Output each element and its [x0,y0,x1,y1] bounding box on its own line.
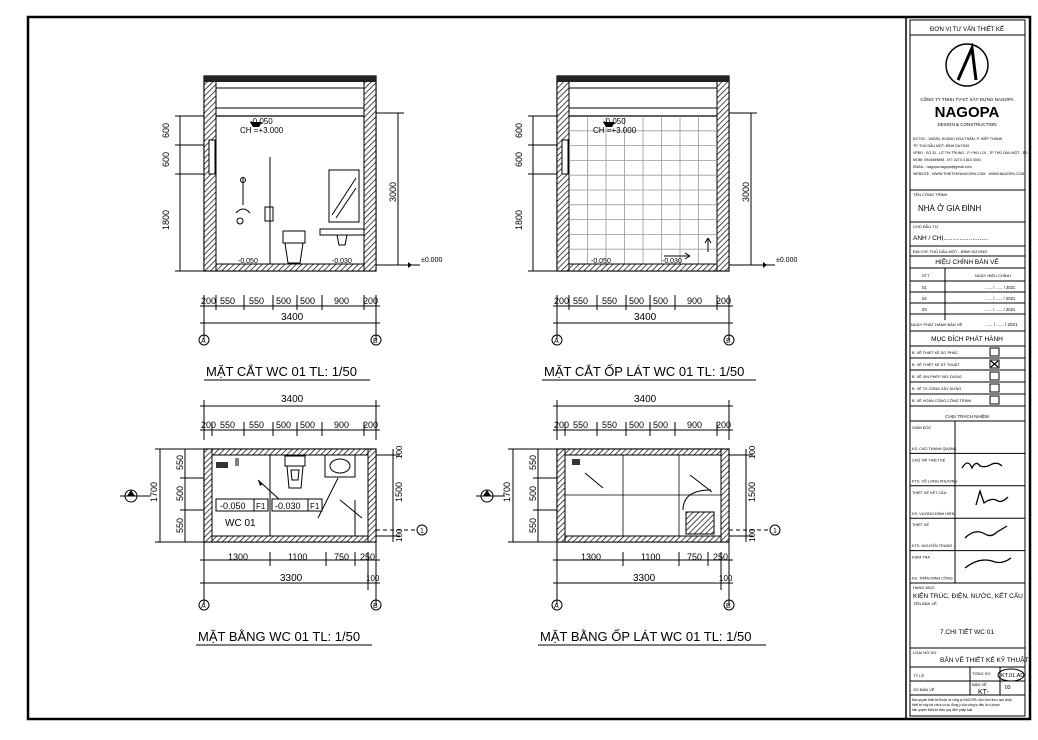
purpose-label: B. VẼ THIẾT KẾ KỸ THUẬT [912,363,960,367]
level-zero: ±0.000 [776,257,798,264]
shower-valve-icon [237,218,243,224]
dim-top-7: 200 [363,420,379,430]
wall-bottom [557,536,729,542]
dim-bottom-4: 500 [629,296,645,306]
dim-total-bottom: 3300 [633,573,656,584]
dim-total-bottom: 3300 [280,573,303,584]
purpose-label: B. VẼ THIẾT KẾ SƠ PHÁC [912,351,959,355]
grid-label-1: 1 [773,528,777,535]
dim-bottom-3: 750 [334,552,350,562]
address-line: WEBSITE : WWW.THIETKENHAGOPA.COM - WWW.NAGOPA.COM [913,172,1025,176]
dim-total-top: 3400 [281,394,304,405]
ceiling-height: CH =+3.000 [593,126,637,135]
dim-vertical-3: 1800 [514,209,524,230]
project-name: NHÀ Ở GIA ĐÌNH [918,204,982,213]
section-tiling-view [514,76,797,380]
sheet-code: KT- [978,689,989,696]
signature-icon [965,526,1007,538]
view-title: MẶT BẰNG WC 01 TL: 1/50 [198,629,361,644]
project-label: TÊN CÔNG TRÌNH [913,192,948,197]
toilet-seat-icon [291,470,299,480]
towel-bar-icon [265,207,273,221]
grid-label-b: B [726,338,731,345]
purpose-label: B. VẼ TK CÔNG XÂY DỰNG [912,387,962,391]
dim-left-1: 550 [175,454,185,470]
dim-total: 3400 [634,312,657,323]
level-marker-icon [408,262,412,268]
role-name: KTS. VÕ LONG PHƯƠNG [912,479,958,484]
code-right: F1 [310,502,320,511]
wall-tile-grid [569,116,717,264]
wall-right [717,76,729,271]
mirror-reflection [332,178,356,215]
dim-bottom-1: 200 [201,296,217,306]
dim-bottom-6: 900 [687,296,703,306]
title-block [910,20,1029,716]
address-line: TP. THỦ DẦU MỘT, BÌNH DƯƠNG [913,144,970,148]
purpose-checkbox [990,396,999,404]
purpose-label: B. VẼ HOÀN CÔNG CÔNG TRÌNH [912,399,972,403]
category-label: HẠNG MỤC [913,585,935,590]
role-label: GIÁM ĐỐC [912,426,932,430]
dim-vertical-1: 600 [514,122,524,138]
dim-vertical-2: 600 [161,151,171,167]
copyright-note [912,698,1012,712]
level-marker-icon [763,262,767,268]
purpose-checkbox [990,372,999,380]
revision-col-date: NGÀY HIỆU CHỈNH [975,273,1011,278]
dim-bottom-2: 1100 [288,552,308,562]
role-name: KS. CAO THANH QUANG [912,447,957,451]
doc-type: BẢN VẼ THIẾT KẾ KỸ THUẬT [940,657,1029,664]
toilet-tank-icon [285,456,305,466]
dim-right-3: 100 [748,528,757,542]
toilet-tank-icon [283,231,305,243]
revision-date: ...... / ...... / 2021 [985,307,1016,312]
slope-arrow-icon [690,475,712,492]
grid-label-b: B [726,603,731,610]
grid-label-b: B [373,338,378,345]
dim-top-1: 200 [201,420,217,430]
roof-slab [204,76,376,82]
grid-label-a: A [554,338,559,345]
wall-right [721,449,729,542]
toilet-bowl-icon [285,243,303,263]
vanity-counter-icon [320,229,364,235]
wall-left [557,449,565,542]
wall-top [204,449,376,455]
signature-icon [976,491,1008,505]
dim-bottom-3: 750 [687,552,703,562]
dim-right-3: 100 [395,528,404,542]
wall-left [204,449,212,542]
dim-top-6: 900 [687,420,703,430]
grid-label-a: A [201,338,206,345]
dim-right-2: 1500 [394,481,404,502]
sink-trap-icon [337,235,347,245]
owner-label: CHỦ ĐẦU TƯ [913,224,939,229]
revision-no: 01 [922,285,927,290]
signature-icon [965,558,1011,568]
dim-bottom-1: 200 [554,296,570,306]
doc-type-label: LOẠI HỒ SƠ [913,650,937,655]
purpose-checkbox [990,384,999,392]
dim-top-5: 500 [653,420,669,430]
code-left: F1 [256,502,266,511]
dim-left-3: 550 [528,517,538,533]
dim-top-2: 550 [220,420,236,430]
view-title: MẶT CẮT ỐP LÁT WC 01 TL: 1/50 [544,364,745,379]
address-line: EMAIL : nagopa.nagopa@gmail.com [913,165,972,169]
shower-mixer-icon [236,209,250,213]
dim-left-2: 500 [175,485,185,501]
issue-date-label: NGÀY PHÁT HÀNH BẢN VẼ [911,322,963,327]
shower-icon [216,462,228,468]
responsible-list [910,425,1025,583]
dim-vertical-2: 600 [514,151,524,167]
dim-top-2: 550 [573,420,589,430]
outer-border [28,17,1030,719]
wall-right [368,449,376,542]
grid-label-1: 1 [420,528,424,535]
dim-left-2: 500 [528,485,538,501]
door-swing-icon [318,478,338,518]
dim-bottom-2: 550 [573,296,589,306]
roof-slab [557,76,729,82]
dim-top-4: 500 [276,420,292,430]
dim-bottom-1: 1300 [581,552,602,562]
role-name: KS. TRẦN MINH CÔNG [912,576,953,581]
level-floor-right: -0.030 [662,258,682,265]
grid-label-a: A [554,603,559,610]
shower-tray-icon [686,512,714,534]
company-tagline: DESIGN & CONSTRUCTION [937,122,997,127]
dim-left-1: 550 [528,454,538,470]
purpose-checkbox [990,348,999,356]
sheet-no-label: SỐ BẢN VẼ [913,687,935,692]
dim-height: 3000 [741,181,751,202]
wall-right [364,76,376,271]
floor-slab [216,264,364,271]
purpose-title: MỤC ĐÍCH PHÁT HÀNH [931,336,1003,343]
dim-bottom-extra: 100 [366,574,380,583]
drain-icon [572,459,580,465]
scale-label: TỶ LỆ [913,673,925,678]
role-name: KS. VƯƠNG ĐÌNH HIỀN [912,511,955,516]
dim-bottom-1: 1300 [228,552,249,562]
footnote-line: thiết kế này khi chưa có sự đồng ý của công ty đều là vi phạm [912,703,1000,707]
slope-arrow-icon [340,500,362,518]
level-left: -0.050 [220,501,246,511]
dim-left-3: 550 [175,517,185,533]
role-label: CHỦ TRÌ THIẾT KẾ [912,458,946,463]
purpose-list [910,348,1025,406]
door-swing-icon [683,490,711,510]
dim-bottom-2: 1100 [641,552,661,562]
shower-valve-icon [236,458,238,466]
sheet-count: 03 [1005,685,1011,691]
revision-date: ...... / ...... / 2021 [985,285,1016,290]
revision-no: 02 [922,296,927,301]
slope-arrow-icon [705,238,711,252]
total-label: TỔNG SỐ [972,671,991,676]
dim-right-2: 1500 [747,481,757,502]
dim-top-6: 900 [334,420,350,430]
wall-top [557,449,729,455]
revision-title: HIỆU CHỈNH BẢN VẼ [935,259,999,266]
company-address [913,136,1028,176]
dim-bottom-6: 900 [334,296,350,306]
dim-height: 3000 [388,181,398,202]
room-name: WC 01 [225,518,256,529]
drawing-name-label: TÊN BẢN VẼ [913,601,937,606]
dim-bottom-5: 500 [653,296,669,306]
level-zero: ±0.000 [421,257,443,264]
window-icon [562,140,568,174]
address-line: MOBI: 0944989898 - ĐT: 0274 3 815 0000 [913,158,981,162]
address-line: VPĐD : SỐ 32 - LÊ THỊ TRUNG - P. PHÚ LỢI - TP THỦ DẦU MỘT - BD [913,151,1028,155]
dim-left-total: 1700 [502,481,512,502]
level-top: -0.050 [603,117,626,126]
signature-icon [962,463,1002,468]
level-right: -0.030 [275,501,301,511]
role-name: KTS. NGUYỄN TRUNG [912,544,953,549]
address-line: ĐCTSC : 19/02B, HOÀNG HOA THÁM, P. HIỆP THÀNH [913,137,1003,141]
view-title: MẶT BẰNG ỐP LÁT WC 01 TL: 1/50 [540,629,752,644]
dim-vertical-3: 1800 [161,209,171,230]
dim-bottom-4: 250 [713,552,729,562]
revision-no: 03 [922,307,927,312]
site-label: ĐỊA CHỈ: THỦ DẦU MỘT - BÌNH DƯƠNG [913,249,988,254]
sheet-label: BẢN VẼ [972,682,987,687]
grid-label-a: A [201,603,206,610]
footnote-line: bản quyền thiết kế theo quy định pháp luật. [912,708,973,712]
dim-bottom-3: 550 [249,296,265,306]
dim-total-top: 3400 [634,394,657,405]
issue-date: ...... / ...... / 2021 [985,322,1018,327]
window-icon [209,140,215,174]
dim-bottom-5: 500 [300,296,316,306]
dim-bottom-3: 550 [602,296,618,306]
dim-top-4: 500 [629,420,645,430]
level-top: -0.050 [250,117,273,126]
tb-header: ĐƠN VỊ TƯ VẤN THIẾT KẾ [930,27,1004,33]
category: KIẾN TRÚC, ĐIỆN, NƯỚC, KẾT CẤU [913,593,1023,600]
dim-bottom-4: 500 [276,296,292,306]
floor-slab [569,264,717,271]
company-full-name: CÔNG TY TNHH TV-KT XÂY DỰNG NAGOPA [920,97,1014,102]
purpose-label: B. VẼ XIN PHÉP XÂY DỰNG [912,375,962,379]
dim-top-5: 500 [300,420,316,430]
plan-view [120,394,427,645]
footnote-line: Bản quyền thiết kế thuộc về công ty NAGOPA. Mọi hình thức sao chép [912,698,1012,702]
dim-top-3: 550 [602,420,618,430]
slope-arrow-icon [585,473,603,488]
slope-arrowhead-icon [258,480,263,486]
dim-bottom-7: 200 [363,296,379,306]
role-label: THIẾT KẾ KẾT CẤU [912,490,947,495]
responsible-title: CHỊU TRÁCH NHIỆM [945,414,989,419]
revision-date: ...... / ...... / 2021 [985,296,1016,301]
doc-code: KT.01.AD [1001,673,1025,679]
dim-bottom-extra: 100 [719,574,733,583]
ceiling-height: CH =+3.000 [240,126,284,135]
level-floor-right: -0.030 [332,258,352,265]
dim-bottom-7: 200 [716,296,732,306]
dim-total: 3400 [281,312,304,323]
level-floor-left: -0.050 [238,258,258,265]
sink-basin-icon [330,459,350,473]
dim-left-total: 1700 [149,481,159,502]
company-brand: NAGOPA [934,104,1000,121]
role-label: KIỂM TRA [912,555,930,560]
revision-col-no: STT [922,273,930,278]
toilet-bowl-icon [287,466,303,488]
role-label: THIẾT KẾ [912,523,930,528]
dim-vertical-1: 600 [161,122,171,138]
view-title: MẶT CẮT WC 01 TL: 1/50 [206,364,357,379]
dim-top-3: 550 [249,420,265,430]
owner-name: ANH / CHỊ......................... [913,235,989,242]
dim-right-1: 100 [748,445,757,459]
section-view [161,76,442,380]
dim-top-7: 200 [716,420,732,430]
dim-bottom-4: 250 [360,552,376,562]
dim-bottom-2: 550 [220,296,236,306]
wall-bottom [204,536,376,542]
drawing-name: 7.CHI TIẾT WC 01 [940,629,994,636]
plan-tiling-view [476,394,780,645]
dim-right-1: 100 [395,445,404,459]
company-logo-icon [946,44,988,86]
grid-label-b: B [373,603,378,610]
dim-top-1: 200 [554,420,570,430]
level-floor-left: -0.050 [591,258,611,265]
